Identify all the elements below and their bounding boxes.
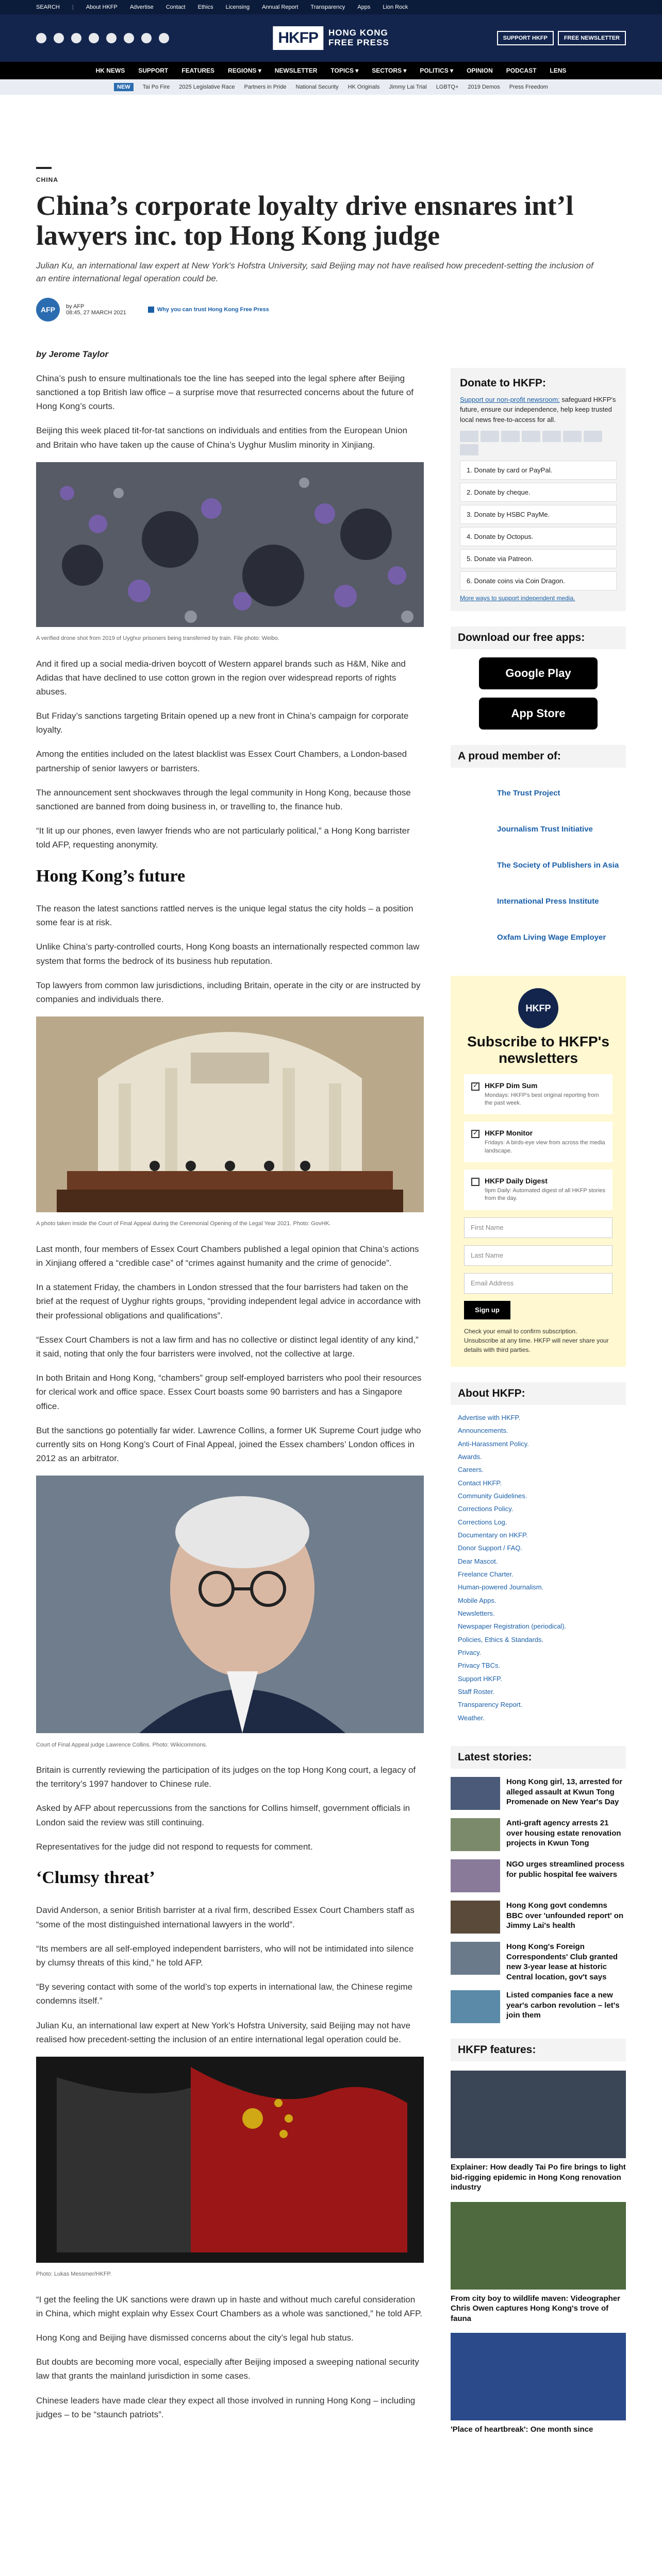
- payme-icon: [460, 444, 478, 455]
- about-link[interactable]: Transparency Report.: [458, 1701, 523, 1709]
- donate-option[interactable]: 6. Donate coins via Coin Dragon.: [460, 571, 617, 590]
- byline: [36, 298, 626, 321]
- donate-title: Donate to HKFP:: [460, 377, 546, 389]
- feature-item[interactable]: Explainer: How deadly Tai Po fire brings to light bid-rigging epidemic in Hong Kong renovation industry: [451, 2071, 626, 2193]
- paragraph: “By severing contact with some of the world’s top experts in international law, the Chinese regime condemns itself.”: [36, 1982, 413, 2006]
- last-name-field[interactable]: Last Name: [464, 1245, 613, 1266]
- nav-item[interactable]: FEATURES: [181, 67, 215, 74]
- paragraph: Hong Kong and Beijing have dismissed concerns about the city’s legal hub status.: [36, 2333, 354, 2343]
- about-link[interactable]: Careers.: [458, 1466, 484, 1474]
- paragraph: In both Britain and Hong Kong, “chambers” group self-employed barristers who pool their resources for clerical work and office space. Essex Court boasts some 90 barristers and has a Singapore office.: [36, 1373, 422, 1411]
- applepay-icon: [563, 431, 582, 442]
- image-caption: Court of Final Appeal judge Lawrence Collins. Photo: Wikicommons.: [36, 1741, 207, 1748]
- instagram-icon[interactable]: [71, 33, 81, 43]
- amex-icon: [501, 431, 520, 442]
- article-header: [36, 95, 626, 321]
- about-link[interactable]: Mobile Apps.: [458, 1596, 496, 1604]
- trending-link[interactable]: LGBTQ+: [436, 84, 459, 90]
- trending-link[interactable]: Partners in Pride: [244, 84, 287, 90]
- about-link[interactable]: Staff Roster.: [458, 1688, 495, 1696]
- story-thumbnail: [451, 1901, 500, 1934]
- nav-item[interactable]: TOPICS ▾: [330, 67, 359, 74]
- member-title: A proud member of:: [451, 745, 626, 768]
- paragraph: Representatives for the judge did not respond to requests for comment.: [36, 1841, 313, 1852]
- newsletter-button[interactable]: FREE NEWSLETTER: [558, 31, 626, 45]
- newsletter-option[interactable]: HKFP Daily Digest 9pm Daily: Automated digest of all HKFP stories from the day.: [464, 1170, 613, 1210]
- about-link[interactable]: Privacy.: [458, 1649, 482, 1657]
- about-link[interactable]: Corrections Policy.: [458, 1505, 514, 1513]
- feature-item[interactable]: 'Place of heartbreak': One month since: [451, 2333, 626, 2435]
- linkedin-icon[interactable]: [106, 33, 117, 43]
- paragraph: Last month, four members of Essex Court Chambers published a legal opinion that China’s actions in Xinjiang offered a “credible case” of “crimes against humanity and the crime of genocide”.: [36, 1244, 419, 1268]
- util-link[interactable]: Licensing: [225, 4, 250, 10]
- photo-lawrence-collins: [36, 1476, 424, 1750]
- nav-item[interactable]: OPINION: [467, 67, 493, 74]
- util-link[interactable]: Advertise: [129, 4, 154, 10]
- about-link[interactable]: Announcements.: [458, 1427, 508, 1435]
- paragraph: Among the entities included on the latest blacklist was Essex Court Chambers, a London-based partnership of senior lawyers or barristers.: [36, 749, 407, 773]
- about-title: About HKFP:: [451, 1382, 626, 1405]
- about-link[interactable]: Newspaper Registration (periodical).: [458, 1622, 567, 1631]
- facebook-icon[interactable]: [36, 33, 46, 43]
- paragraph: “It lit up our phones, even lawyer friends who are not particularly political,” a Hong Kong barrister told AFP, requesting anonymity.: [36, 826, 410, 850]
- logo-text: HONG KONG FREE PRESS: [328, 28, 389, 47]
- publish-date: 08:45, 27 MARCH 2021: [66, 309, 126, 316]
- article-title: China’s corporate loyalty drive ensnares int’l lawyers inc. top Hong Kong judge: [36, 190, 574, 251]
- story-thumbnail: [451, 1942, 500, 1975]
- article-body: [36, 347, 424, 2435]
- more-ways-link[interactable]: More ways to support independent media.: [460, 595, 575, 602]
- util-link[interactable]: Annual Report: [262, 4, 299, 10]
- paragraph: But the sanctions go potentially far wider. Lawrence Collins, a former UK Supreme Court judge who currently sits on Hong Kong’s Court of Final Appeal, joined the Essex chambers’ London offices in 2012 as an arbitrator.: [36, 1425, 421, 1464]
- latest-stories: [451, 1777, 626, 2023]
- trending-nav: [0, 79, 662, 95]
- payment-icons: [460, 431, 617, 455]
- photo-flags: [36, 2057, 424, 2279]
- paragraph: Top lawyers from common law jurisdictions, including Britain, operate in the city or are instructed by companies and individuals there.: [36, 980, 421, 1004]
- paragraph: But Friday’s sanctions targeting Britain opened up a new front in China’s campaign for corporate loyalty.: [36, 711, 409, 735]
- nav-item[interactable]: SUPPORT: [138, 67, 169, 74]
- about-link[interactable]: Donor Support / FAQ.: [458, 1544, 523, 1552]
- util-link[interactable]: About HKFP: [86, 4, 118, 10]
- author-line: by Jerome Taylor: [36, 349, 109, 359]
- paragraph: Asked by AFP about repercussions from the sanctions for Collins himself, government officials in London said the review was still continuing.: [36, 1803, 410, 1827]
- support-button[interactable]: SUPPORT HKFP: [497, 31, 554, 45]
- article-image: [36, 1476, 424, 1733]
- feature-image: [451, 2333, 626, 2420]
- info-icon: [148, 307, 154, 313]
- newsletter-logo: HKFP: [518, 988, 558, 1028]
- standfirst: Julian Ku, an international law expert at New York's Hofstra University, said Beijing may not have realised how precedent-setting the inclusion of an entire international legal operation could be.: [36, 260, 593, 284]
- paragraph: But doubts are becoming more vocal, especially after Beijing imposed a sweeping national security law that grants the mainland jurisdiction in some cases.: [36, 2357, 419, 2381]
- article-image: [36, 1016, 424, 1212]
- paragraph: Chinese leaders have made clear they expect all those involved in running Hong Kong – including judges – to be “staunch patriots”.: [36, 2395, 416, 2419]
- latest-title: Latest stories:: [451, 1746, 626, 1769]
- social-icons: [36, 33, 169, 43]
- paragraph: Britain is currently reviewing the participation of its judges on the top Hong Kong court, a legacy of the territory’s 1997 handover to Chinese rule.: [36, 1765, 416, 1789]
- about-link[interactable]: Newsletters.: [458, 1609, 495, 1617]
- checkbox-icon[interactable]: [471, 1130, 479, 1138]
- trending-link[interactable]: Jimmy Lai Trial: [389, 84, 427, 90]
- image-caption: A verified drone shot from 2019 of Uyghur prisoners being transferred by train. File photo: Weibo.: [36, 635, 279, 641]
- story-thumbnail: [451, 1990, 500, 2023]
- newsletter-note: Check your email to confirm subscription. Unsubscribe at any time. HKFP will never share your details with third parties.: [464, 1327, 609, 1353]
- paragraph: “Essex Court Chambers is not a law firm and has no collective or distinct legal identity of any kind,” it said, noting that only the four barristers were involved, not the collective at large.: [36, 1334, 419, 1359]
- about-link[interactable]: Support HKFP.: [458, 1674, 502, 1683]
- trending-link[interactable]: Tai Po Fire: [142, 84, 170, 90]
- story-thumbnail: [451, 1818, 500, 1851]
- story-item[interactable]: Anti-graft agency arrests 21 over housing estate renovation projects in Kwun Tong: [451, 1818, 626, 1851]
- about-link[interactable]: Weather.: [458, 1714, 485, 1722]
- new-badge: NEW: [114, 83, 134, 91]
- donate-option[interactable]: 5. Donate via Patreon.: [460, 549, 617, 568]
- member-logo[interactable]: International Press Institute: [497, 896, 599, 906]
- member-logo[interactable]: The Trust Project: [497, 788, 560, 798]
- donate-option[interactable]: 2. Donate by cheque.: [460, 483, 617, 502]
- search-link[interactable]: SEARCH: [36, 4, 60, 10]
- util-link[interactable]: Apps: [357, 4, 371, 10]
- util-link[interactable]: Contact: [166, 4, 186, 10]
- paragraph: And it fired up a social media-driven boycott of Western apparel brands such as H&M, Nike and Adidas that have declined to use cotton grown in the region over widespread reports of rights abuses.: [36, 658, 406, 697]
- about-link[interactable]: Corrections Log.: [458, 1518, 507, 1526]
- feature-item[interactable]: From city boy to wildlife maven: Videographer Chris Owen captures Hong Kong's trove of fauna: [451, 2202, 626, 2324]
- newsletter-option[interactable]: ✓ HKFP Dim Sum Mondays: HKFP's best original reporting from the past week.: [464, 1074, 613, 1115]
- checkbox-icon[interactable]: [471, 1178, 479, 1186]
- section-heading: Hong Kong’s future: [36, 866, 186, 886]
- trending-link[interactable]: Press Freedom: [509, 84, 548, 90]
- paragraph: Beijing this week placed tit-for-tat sanctions on individuals and entities from the European Union and Britain who have taken up the cause of China’s Uyghur Muslim minority in Xinjiang.: [36, 426, 408, 450]
- divider: |: [72, 4, 74, 10]
- nav-item[interactable]: LENS: [550, 67, 567, 74]
- paragraph: Unlike China’s party-controlled courts, Hong Kong boasts an internationally respected common law system that forms the bedrock of its business hub reputation.: [36, 942, 420, 966]
- donate-link[interactable]: Support our non-profit newsroom:: [460, 395, 560, 403]
- about-link[interactable]: Contact HKFP.: [458, 1479, 502, 1487]
- story-item[interactable]: Hong Kong's Foreign Correspondents' Club granted new 3-year lease at historic Central location, gov't says: [451, 1942, 626, 1982]
- article-image: [36, 2057, 424, 2263]
- nav-item[interactable]: POLITICS ▾: [420, 67, 454, 74]
- paragraph: “Its members are all self-employed independent barristers, who will not be intimidated into silence by clumsy threats of this kind,” he told AFP.: [36, 1943, 414, 1968]
- author-avatar[interactable]: AFP: [36, 298, 60, 321]
- signup-button[interactable]: Sign up: [464, 1301, 510, 1319]
- category-kicker[interactable]: CHINA: [36, 176, 58, 183]
- donate-box: [451, 368, 626, 612]
- util-link[interactable]: Ethics: [197, 4, 213, 10]
- feature-image: [451, 2071, 626, 2158]
- trust-link[interactable]: Why you can trust Hong Kong Free Press: [148, 307, 269, 313]
- sidebar: [451, 368, 626, 2435]
- photo-uyghur-prisoners: [36, 462, 424, 643]
- about-link[interactable]: Human-powered Journalism.: [458, 1583, 544, 1591]
- about-link[interactable]: Anti-Harassment Policy.: [458, 1439, 529, 1448]
- logo-mark: HKFP: [273, 26, 323, 50]
- trending-link[interactable]: 2025 Legislative Race: [179, 84, 235, 90]
- hkfp-logo[interactable]: [273, 26, 389, 50]
- kicker-rule: [36, 167, 52, 169]
- photo-court-of-final-appeal: [36, 1016, 424, 1229]
- newsletter-title: Subscribe to HKFP's newsletters: [467, 1033, 609, 1066]
- util-link[interactable]: Lion Rock: [383, 4, 408, 10]
- paragraph: Julian Ku, an international law expert at New York’s Hofstra University, said Beijing may not have realised how precedent-setting the inclusion of an entire international legal operation could be.: [36, 2020, 411, 2044]
- main-nav: [0, 62, 662, 79]
- nav-item[interactable]: HK NEWS: [95, 67, 125, 74]
- donate-option[interactable]: 3. Donate by HSBC PayMe.: [460, 505, 617, 524]
- paragraph: In a statement Friday, the chambers in London stressed that the four barristers had taken on the brief at the request of Uyghur rights groups, “providing independent legal advice in accordance with their professional obligations and qualifications”.: [36, 1282, 421, 1320]
- image-caption: Photo: Lukas Messmer/HKFP.: [36, 2271, 112, 2278]
- youtube-icon[interactable]: [89, 33, 99, 43]
- story-item[interactable]: NGO urges streamlined process for public hospital fee waivers: [451, 1859, 626, 1892]
- member-logo[interactable]: Journalism Trust Initiative: [497, 824, 593, 834]
- newsletter-option[interactable]: ✓ HKFP Monitor Fridays: A birds-eye view from across the media landscape.: [464, 1122, 613, 1162]
- story-item[interactable]: Listed companies face a new year's carbon revolution – let's join them: [451, 1990, 626, 2023]
- util-link[interactable]: Transparency: [310, 4, 345, 10]
- email-field[interactable]: Email Address: [464, 1273, 613, 1294]
- about-link[interactable]: Dear Mascot.: [458, 1557, 498, 1565]
- apps-title: Download our free apps:: [451, 626, 626, 649]
- googlepay-icon: [584, 431, 602, 442]
- about-link[interactable]: Awards.: [458, 1452, 482, 1461]
- features-title: HKFP features:: [451, 2039, 626, 2061]
- about-link[interactable]: Freelance Charter.: [458, 1570, 514, 1578]
- paragraph: David Anderson, a senior British barrister at a rival firm, described Essex Court Chambers staff as “some of the most distinguished international lawyers in the world”.: [36, 1905, 415, 1929]
- section-heading: ‘Clumsy threat’: [36, 1868, 155, 1888]
- about-link[interactable]: Documentary on HKFP.: [458, 1531, 528, 1539]
- about-link[interactable]: Privacy TBCs.: [458, 1662, 501, 1670]
- story-item[interactable]: Hong Kong govt condemns BBC over 'unfounded report' on Jimmy Lai's health: [451, 1901, 626, 1934]
- nav-item[interactable]: SECTORS ▾: [372, 67, 407, 74]
- newsletter-box: [451, 976, 626, 1367]
- donate-text: Support our non-profit newsroom: safeguard HKFP's future, ensure our independence, help keep trusted local news free-to-access for all.: [460, 395, 616, 423]
- story-thumbnail: [451, 1777, 500, 1810]
- twitter-icon[interactable]: [54, 33, 64, 43]
- feature-image: [451, 2202, 626, 2290]
- member-logo[interactable]: The Society of Publishers in Asia: [497, 860, 619, 870]
- paragraph: The reason the latest sanctions rattled nerves is the unique legal status the city holds – a position some fear is at risk.: [36, 903, 413, 928]
- nav-item[interactable]: REGIONS ▾: [228, 67, 261, 74]
- telegram-icon[interactable]: [124, 33, 134, 43]
- paragraph: “I get the feeling the UK sanctions were drawn up in haste and without much careful consideration in China, which might explain why Essex Court Chambers as a whole was sanctioned,” he told AFP.: [36, 2294, 423, 2318]
- article-image: [36, 462, 424, 627]
- trending-link[interactable]: National Security: [295, 84, 339, 90]
- story-thumbnail: [451, 1859, 500, 1892]
- email-icon[interactable]: [141, 33, 152, 43]
- trending-link[interactable]: 2019 Demos: [468, 84, 500, 90]
- visa-icon: [481, 431, 499, 442]
- site-header: [0, 14, 662, 62]
- unionpay-icon: [522, 431, 540, 442]
- nav-item[interactable]: PODCAST: [506, 67, 537, 74]
- donate-option[interactable]: 1. Donate by card or PayPal.: [460, 461, 617, 480]
- about-link[interactable]: Community Guidelines.: [458, 1492, 527, 1500]
- about-link[interactable]: Advertise with HKFP.: [458, 1413, 521, 1421]
- member-logo[interactable]: Oxfam Living Wage Employer: [497, 933, 606, 942]
- image-caption: A photo taken inside the Court of Final Appeal during the Ceremonial Opening of the Legal Year 2021. Photo: GovHK.: [36, 1221, 331, 1227]
- nav-item[interactable]: NEWSLETTER: [274, 67, 318, 74]
- google-play-button[interactable]: Google Play: [479, 657, 598, 689]
- about-links: [451, 1405, 626, 1731]
- byline-text: by AFP 08:45, 27 MARCH 2021: [66, 303, 126, 316]
- about-link[interactable]: Policies, Ethics & Standards.: [458, 1635, 544, 1643]
- paragraph: China’s push to ensure multinationals toe the line has seeped into the legal sphere after Beijing sanctioned a top British law office – a surprise move that resurrected concerns about the future of Hong Kong’s courts.: [36, 373, 414, 412]
- utility-bar: [0, 0, 662, 14]
- donate-option[interactable]: 4. Donate by Octopus.: [460, 527, 617, 546]
- member-logos: [451, 775, 626, 955]
- paragraph: The announcement sent shockwaves through the legal community in Hong Kong, because those sanctioned are banned from doing business in, or travelling to, the finance hub.: [36, 787, 411, 812]
- first-name-field[interactable]: First Name: [464, 1217, 613, 1238]
- app-store-button[interactable]: App Store: [479, 698, 598, 730]
- checkbox-icon[interactable]: [471, 1082, 479, 1091]
- trending-link[interactable]: HK Originals: [347, 84, 380, 90]
- paypal-icon: [542, 431, 561, 442]
- mastercard-icon: [460, 431, 478, 442]
- rss-icon[interactable]: [159, 33, 169, 43]
- story-item[interactable]: Hong Kong girl, 13, arrested for alleged assault at Kwun Tong Promenade on New Year's Day: [451, 1777, 626, 1810]
